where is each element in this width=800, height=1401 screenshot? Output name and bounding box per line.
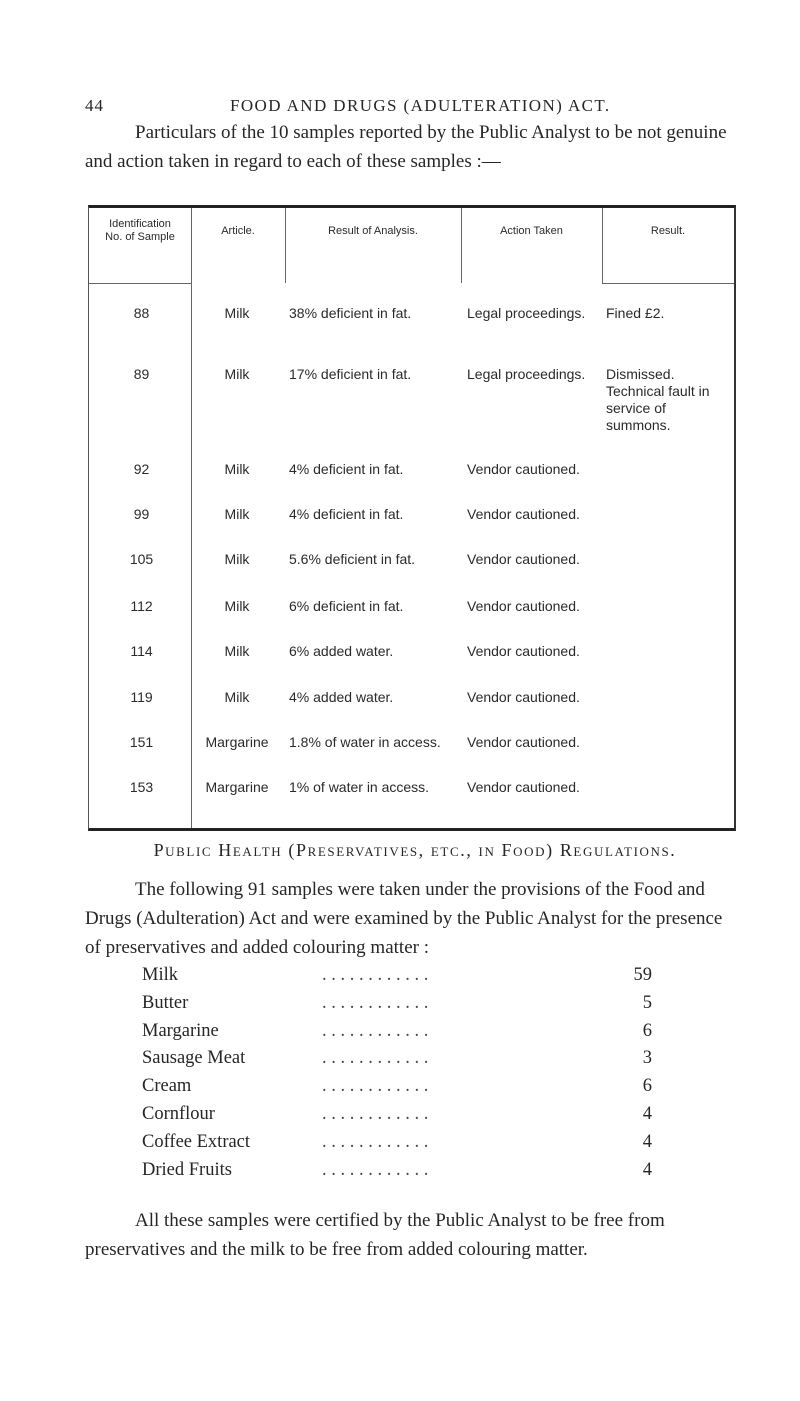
action-taken-cell: Vendor cautioned. — [467, 734, 580, 750]
article-cell: Milk — [224, 366, 250, 382]
article-cell: Milk — [224, 461, 250, 477]
sample-name: Coffee Extract — [142, 1131, 251, 1152]
intro-paragraph: Particulars of the 10 samples reported by the Public Analyst to be not genuine and action taken in regard to each of these samples :— — [85, 122, 727, 172]
sample-count: 59 — [633, 965, 652, 985]
sample-list-item — [142, 1104, 652, 1132]
sample-count-list — [142, 965, 652, 1187]
sample-count: 5 — [642, 992, 652, 1013]
sample-count: 6 — [642, 1020, 652, 1041]
header-identification — [89, 218, 191, 244]
action-taken-cell: Vendor cautioned. — [467, 506, 580, 522]
column-divider — [602, 208, 603, 283]
page-number: 44 — [85, 96, 104, 115]
dot-leader: . . . . . . . . . . . . — [322, 1020, 429, 1041]
dot-leader: . . . . . . . . . . . . — [322, 992, 429, 1013]
sample-id-cell: 105 — [129, 551, 154, 567]
outcome-cell: Dismissed. Technical fault in service of summons. — [606, 366, 710, 433]
sample-count: 3 — [642, 1048, 652, 1069]
sample-name: Sausage Meat — [142, 1048, 246, 1069]
header-action-taken: Action Taken — [500, 225, 563, 237]
sample-id-cell: 114 — [130, 643, 153, 659]
header-identification-line1: Identification — [109, 218, 171, 230]
sample-id-cell: 92 — [133, 461, 150, 477]
sample-list-item — [142, 965, 652, 993]
header-identification-line2: No. of Sample — [105, 231, 175, 243]
sample-name: Cornflour — [142, 1103, 215, 1124]
article-cell: Milk — [224, 305, 250, 321]
article-cell: Milk — [224, 598, 250, 614]
analysis-result-cell: 1% of water in access. — [289, 779, 430, 795]
sample-id-cell: 99 — [133, 506, 150, 522]
sample-name: Dried Fruits — [142, 1159, 232, 1180]
sample-count: 6 — [642, 1076, 652, 1097]
sample-id-cell: 119 — [130, 689, 153, 705]
article-cell: Milk — [224, 551, 250, 567]
samples-table — [88, 205, 736, 831]
action-taken-cell: Legal proceedings. — [467, 305, 586, 321]
action-taken-cell: Vendor cautioned. — [467, 643, 580, 659]
analysis-result-cell: 4% added water. — [289, 689, 394, 705]
action-taken-cell: Vendor cautioned. — [467, 598, 580, 614]
action-taken-cell: Vendor cautioned. — [467, 689, 580, 705]
analysis-result-cell: 6% deficient in fat. — [289, 598, 404, 614]
header-result-of-analysis: Result of Analysis. — [328, 225, 418, 237]
dot-leader: . . . . . . . . . . . . — [322, 1131, 429, 1152]
analysis-result-cell: 5.6% deficient in fat. — [289, 551, 416, 567]
action-taken-cell: Vendor cautioned. — [467, 551, 580, 567]
sample-id-cell: 89 — [133, 366, 150, 382]
section-title: Public Health (Preservatives, etc., in Food) Regulations. — [153, 840, 677, 860]
header-article: Article. — [221, 225, 255, 237]
dot-leader: . . . . . . . . . . . . — [322, 1076, 429, 1097]
sample-name: Butter — [142, 992, 189, 1013]
action-taken-cell: Vendor cautioned. — [467, 461, 580, 477]
sample-id-cell: 112 — [130, 598, 153, 614]
sample-count: 4 — [642, 1159, 652, 1180]
sample-id-cell: 88 — [133, 305, 150, 321]
action-taken-cell: Legal proceedings. — [467, 366, 586, 382]
analysis-result-cell: 17% deficient in fat. — [289, 366, 412, 382]
action-taken-cell: Vendor cautioned. — [467, 779, 580, 795]
article-cell: Margarine — [205, 734, 269, 750]
dot-leader: . . . . . . . . . . . . — [322, 1103, 429, 1124]
analysis-result-cell: 4% deficient in fat. — [289, 506, 404, 522]
header-result: Result. — [650, 225, 686, 237]
outcome-cell: Fined £2. — [606, 305, 665, 321]
column-divider — [461, 208, 462, 283]
analysis-result-cell: 6% added water. — [289, 643, 394, 659]
sample-list-item — [142, 1021, 652, 1049]
analysis-result-cell: 4% deficient in fat. — [289, 461, 404, 477]
article-cell: Milk — [224, 506, 250, 522]
sample-list-item — [142, 993, 652, 1021]
header-rule — [602, 283, 734, 284]
article-cell: Milk — [224, 689, 250, 705]
preservatives-paragraph: The following 91 samples were taken under the provisions of the Food and Drugs (Adulteration) Act and were examined by the Public Analyst for the presence of preservatives and added colouring matter : — [85, 879, 723, 958]
sample-list-item — [142, 1160, 652, 1188]
dot-leader: . . . . . . . . . . . . — [322, 965, 429, 985]
sample-name: Cream — [142, 1076, 192, 1097]
sample-id-cell: 151 — [129, 734, 154, 750]
running-title: FOOD AND DRUGS (ADULTERATION) ACT. — [230, 96, 611, 115]
column-divider — [285, 208, 286, 283]
sample-list-item — [142, 1076, 652, 1104]
sample-id-cell: 153 — [129, 779, 154, 795]
article-cell: Margarine — [205, 779, 269, 795]
sample-list-item — [142, 1132, 652, 1160]
dot-leader: . . . . . . . . . . . . — [322, 1048, 429, 1069]
analysis-result-cell: 1.8% of water in access. — [289, 734, 441, 750]
dot-leader: . . . . . . . . . . . . — [322, 1159, 429, 1180]
sample-name: Margarine — [142, 1020, 219, 1041]
article-cell: Milk — [224, 643, 250, 659]
sample-list-item — [142, 1048, 652, 1076]
sample-name: Milk — [142, 965, 178, 985]
header-rule — [89, 283, 191, 284]
sample-count: 4 — [642, 1103, 652, 1124]
closing-paragraph: All these samples were certified by the Public Analyst to be free from preservatives and the milk to be free from added colouring matter. — [85, 1210, 665, 1260]
analysis-result-cell: 38% deficient in fat. — [289, 305, 412, 321]
sample-count: 4 — [642, 1131, 652, 1152]
